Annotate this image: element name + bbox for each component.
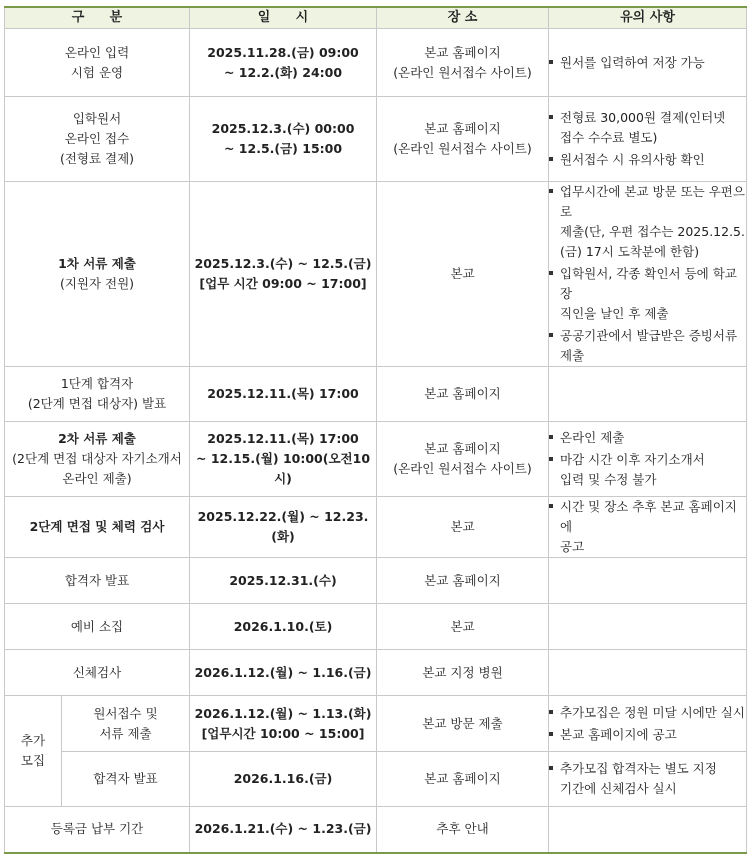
note-item: 업무시간에 본교 방문 또는 우편으로 제출(단, 우편 접수는 2025.12.5. (금) 17시 도착분에 한함) [549, 182, 746, 262]
note-item: 공공기관에서 발급받은 증빙서류 제출 [549, 326, 746, 366]
table-row [5, 29, 747, 97]
table-row [5, 650, 747, 696]
schedule-cell: 2026.1.10.(토) [190, 604, 377, 650]
additional-recruitment-label: 추가 모집 [5, 696, 62, 807]
notes-cell [549, 97, 747, 182]
place-cell: 본교 홈페이지 (온라인 원서접수 사이트) [377, 29, 549, 97]
bullet-icon [549, 732, 553, 736]
notes-cell [549, 182, 747, 367]
place-cell: 본교 지정 병원 [377, 650, 549, 696]
place-cell: 본교 홈페이지 (온라인 원서접수 사이트) [377, 422, 549, 497]
place-cell: 본교 방문 제출 [377, 696, 549, 752]
notes-cell [549, 604, 747, 650]
schedule-cell: 2025.12.22.(월) ~ 12.23.(화) [190, 497, 377, 558]
schedule-cell: 2025.12.3.(수) ~ 12.5.(금) [업무 시간 09:00 ~ 17:00] [190, 182, 377, 367]
category-cell: 1차 서류 제출 (지원자 전원) [5, 182, 190, 367]
header-place: 장 소 [377, 7, 549, 29]
admission-schedule-table [4, 6, 747, 854]
category-cell: 2단계 면접 및 체력 검사 [5, 497, 190, 558]
notes-cell [549, 558, 747, 604]
place-cell: 본교 [377, 604, 549, 650]
table-row [5, 97, 747, 182]
category-cell: 2차 서류 제출 (2단계 면접 대상자 자기소개서 온라인 제출) [5, 422, 190, 497]
category-cell: 온라인 입력 시험 운영 [5, 29, 190, 97]
notes-cell [549, 367, 747, 422]
note-item: 원서접수 시 유의사항 확인 [549, 150, 746, 170]
schedule-cell: 2025.12.31.(수) [190, 558, 377, 604]
category-cell: 합격자 발표 [5, 558, 190, 604]
notes-cell [549, 29, 747, 97]
category-cell: 입학원서 온라인 접수 (전형료 결제) [5, 97, 190, 182]
bullet-icon [549, 189, 553, 193]
table-row [5, 807, 747, 853]
place-cell: 본교 [377, 182, 549, 367]
bullet-icon [549, 333, 553, 337]
header-notes: 유의 사항 [549, 7, 747, 29]
bullet-icon [549, 504, 553, 508]
table-row [5, 604, 747, 650]
note-item: 입학원서, 각종 확인서 등에 학교장 직인을 날인 후 제출 [549, 264, 746, 324]
table-row [5, 752, 747, 807]
header-category: 구 분 [5, 7, 190, 29]
note-item: 추가모집은 정원 미달 시에만 실시 [549, 703, 746, 723]
note-item: 본교 홈페이지에 공고 [549, 725, 746, 745]
place-cell: 본교 [377, 497, 549, 558]
note-item: 원서를 입력하여 저장 가능 [549, 53, 746, 73]
bullet-icon [549, 157, 553, 161]
bullet-icon [549, 457, 553, 461]
note-item: 온라인 제출 [549, 428, 746, 448]
note-item: 마감 시간 이후 자기소개서 입력 및 수정 불가 [549, 450, 746, 490]
category-cell: 등록금 납부 기간 [5, 807, 190, 853]
category-cell: 합격자 발표 [62, 752, 190, 807]
bullet-icon [549, 435, 553, 439]
place-cell: 본교 홈페이지 [377, 558, 549, 604]
table-row [5, 182, 747, 367]
place-cell: 본교 홈페이지 [377, 752, 549, 807]
bullet-icon [549, 115, 553, 119]
schedule-cell: 2026.1.12.(월) ~ 1.16.(금) [190, 650, 377, 696]
category-cell: 원서접수 및 서류 제출 [62, 696, 190, 752]
note-item: 시간 및 장소 추후 본교 홈페이지에 공고 [549, 497, 746, 557]
notes-cell [549, 422, 747, 497]
table-row [5, 497, 747, 558]
notes-cell [549, 807, 747, 853]
table-row [5, 422, 747, 497]
schedule-cell: 2025.12.3.(수) 00:00 ~ 12.5.(금) 15:00 [190, 97, 377, 182]
notes-cell [549, 497, 747, 558]
schedule-cell: 2026.1.12.(월) ~ 1.13.(화) [업무시간 10:00 ~ 15:00] [190, 696, 377, 752]
bullet-icon [549, 766, 553, 770]
bullet-icon [549, 710, 553, 714]
category-cell: 1단계 합격자 (2단계 면접 대상자) 발표 [5, 367, 190, 422]
schedule-cell: 2026.1.21.(수) ~ 1.23.(금) [190, 807, 377, 853]
schedule-cell: 2026.1.16.(금) [190, 752, 377, 807]
notes-cell [549, 752, 747, 807]
bullet-icon [549, 60, 553, 64]
category-cell: 예비 소집 [5, 604, 190, 650]
place-cell: 본교 홈페이지 [377, 367, 549, 422]
table-row [5, 367, 747, 422]
category-cell: 신체검사 [5, 650, 190, 696]
notes-cell [549, 650, 747, 696]
note-item: 추가모집 합격자는 별도 지정 기간에 신체검사 실시 [549, 759, 746, 799]
table-header-row [5, 7, 747, 29]
bullet-icon [549, 271, 553, 275]
note-item: 전형료 30,000원 결제(인터넷 접수 수수료 별도) [549, 108, 746, 148]
place-cell: 본교 홈페이지 (온라인 원서접수 사이트) [377, 97, 549, 182]
header-schedule: 일 시 [190, 7, 377, 29]
table-row [5, 696, 747, 752]
schedule-cell: 2025.11.28.(금) 09:00 ~ 12.2.(화) 24:00 [190, 29, 377, 97]
schedule-cell: 2025.12.11.(목) 17:00 ~ 12.15.(월) 10:00(오전10시) [190, 422, 377, 497]
table-row [5, 558, 747, 604]
notes-cell [549, 696, 747, 752]
place-cell: 추후 안내 [377, 807, 549, 853]
schedule-cell: 2025.12.11.(목) 17:00 [190, 367, 377, 422]
